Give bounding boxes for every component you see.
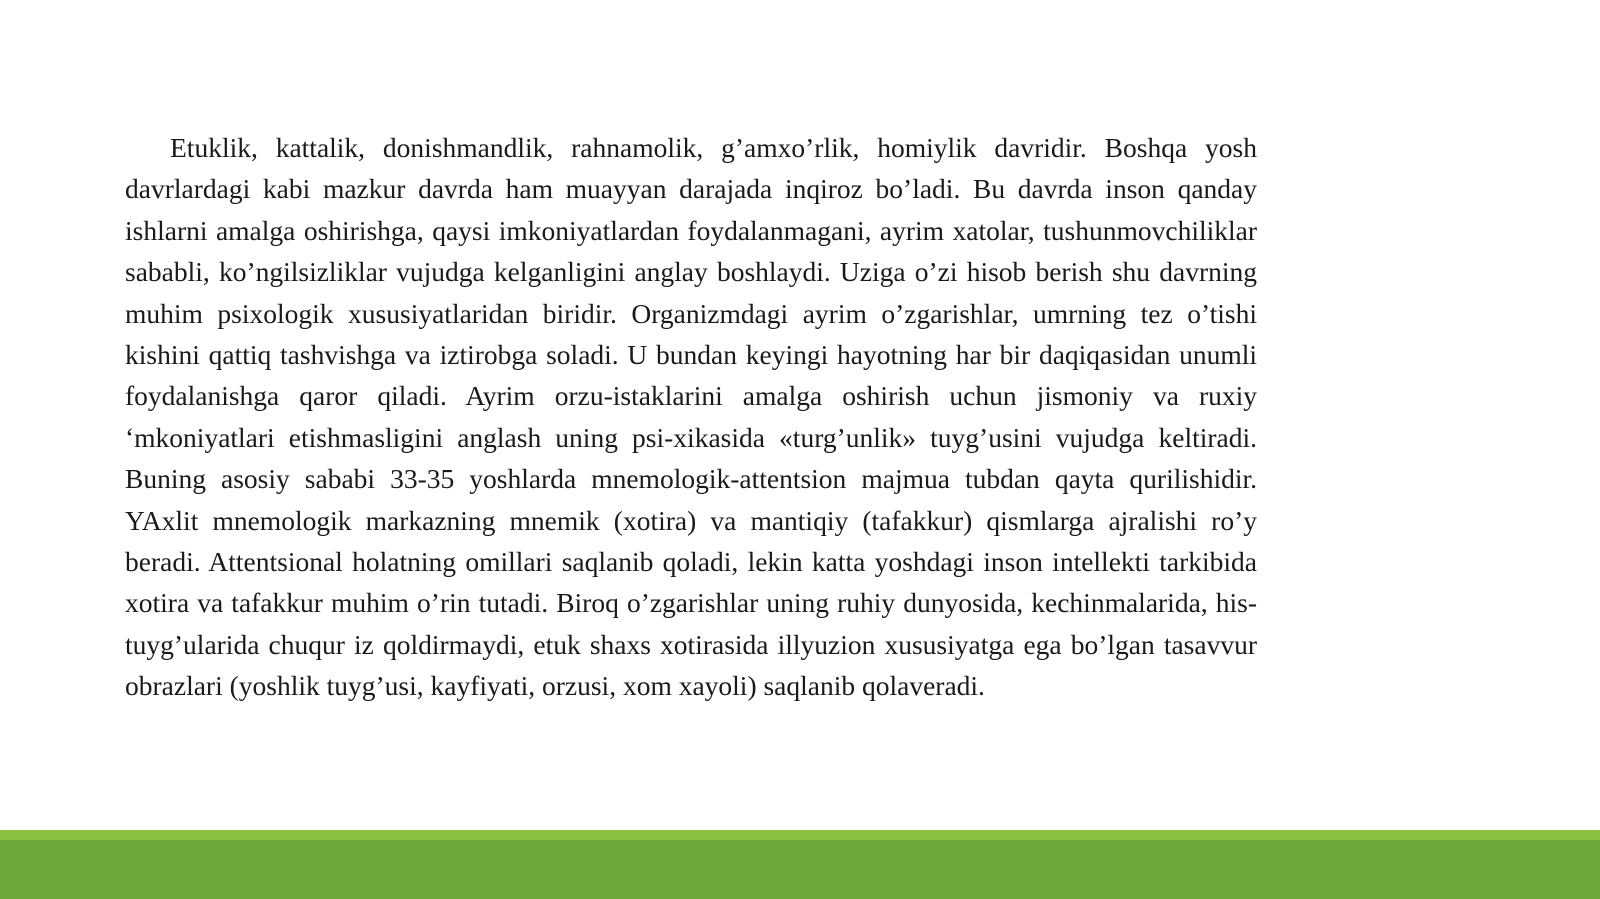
body-paragraph: Etuklik, kattalik, donishmandlik, rahnamolik, g’amxo’rlik, homiylik davridir. Boshqa yosh davrlardagi kabi mazkur davrda ham muayyan darajada inqiroz bo’ladi. Bu davrda inson qanday ishlarni amalga oshirishga, qaysi imkoniyatlardan foydalanmagani, ayrim xatolar, tushunmovchiliklar sababli, ko’ngilsizliklar vujudga kelganligini anglay boshlaydi. Uziga o’zi hisob berish shu davrning muhim psixologik xususiyatlaridan biridir. Organizmdagi ayrim o’zgarishlar, umrning tez o’tishi kishini qattiq tashvishga va iztirobga soladi. U bundan keyingi hayotning har bir daqiqasidan unumli foydalanishga qaror qiladi. Ayrim orzu-istaklarini amalga oshirish uchun jismoniy va ruxiy ‘mkoniyatlari etishmasligini anglash uning psi-xikasida «turg’unlik» tuyg’usini vujudga keltiradi. Buning asosiy sababi 33-35 yoshlarda mnemologik-attentsion majmua tubdan qayta qurilishidir. YAxlit mnemologik markazning mnemik (xotira) va mantiqiy (tafakkur) qismlarga ajralishi ro’y beradi. Attentsional holatning omillari saqlanib qoladi, lekin katta yoshdagi inson intellekti tarkibida xotira va tafakkur muhim o’rin tutadi. Biroq o’zgarishlar uning ruhiy dunyosida, kechinmalarida, his-tuyg’ularida chuqur iz qoldirmaydi, etuk shaxs xotirasida illyuzion xususiyatga ega bo’lgan tasavvur obrazlari (yoshlik tuyg’usi, kayfiyati, orzusi, xom xayoli) saqlanib qolaveradi. [125, 132, 1257, 702]
footer-band [0, 840, 1600, 899]
footer-accent-line [0, 830, 1600, 840]
